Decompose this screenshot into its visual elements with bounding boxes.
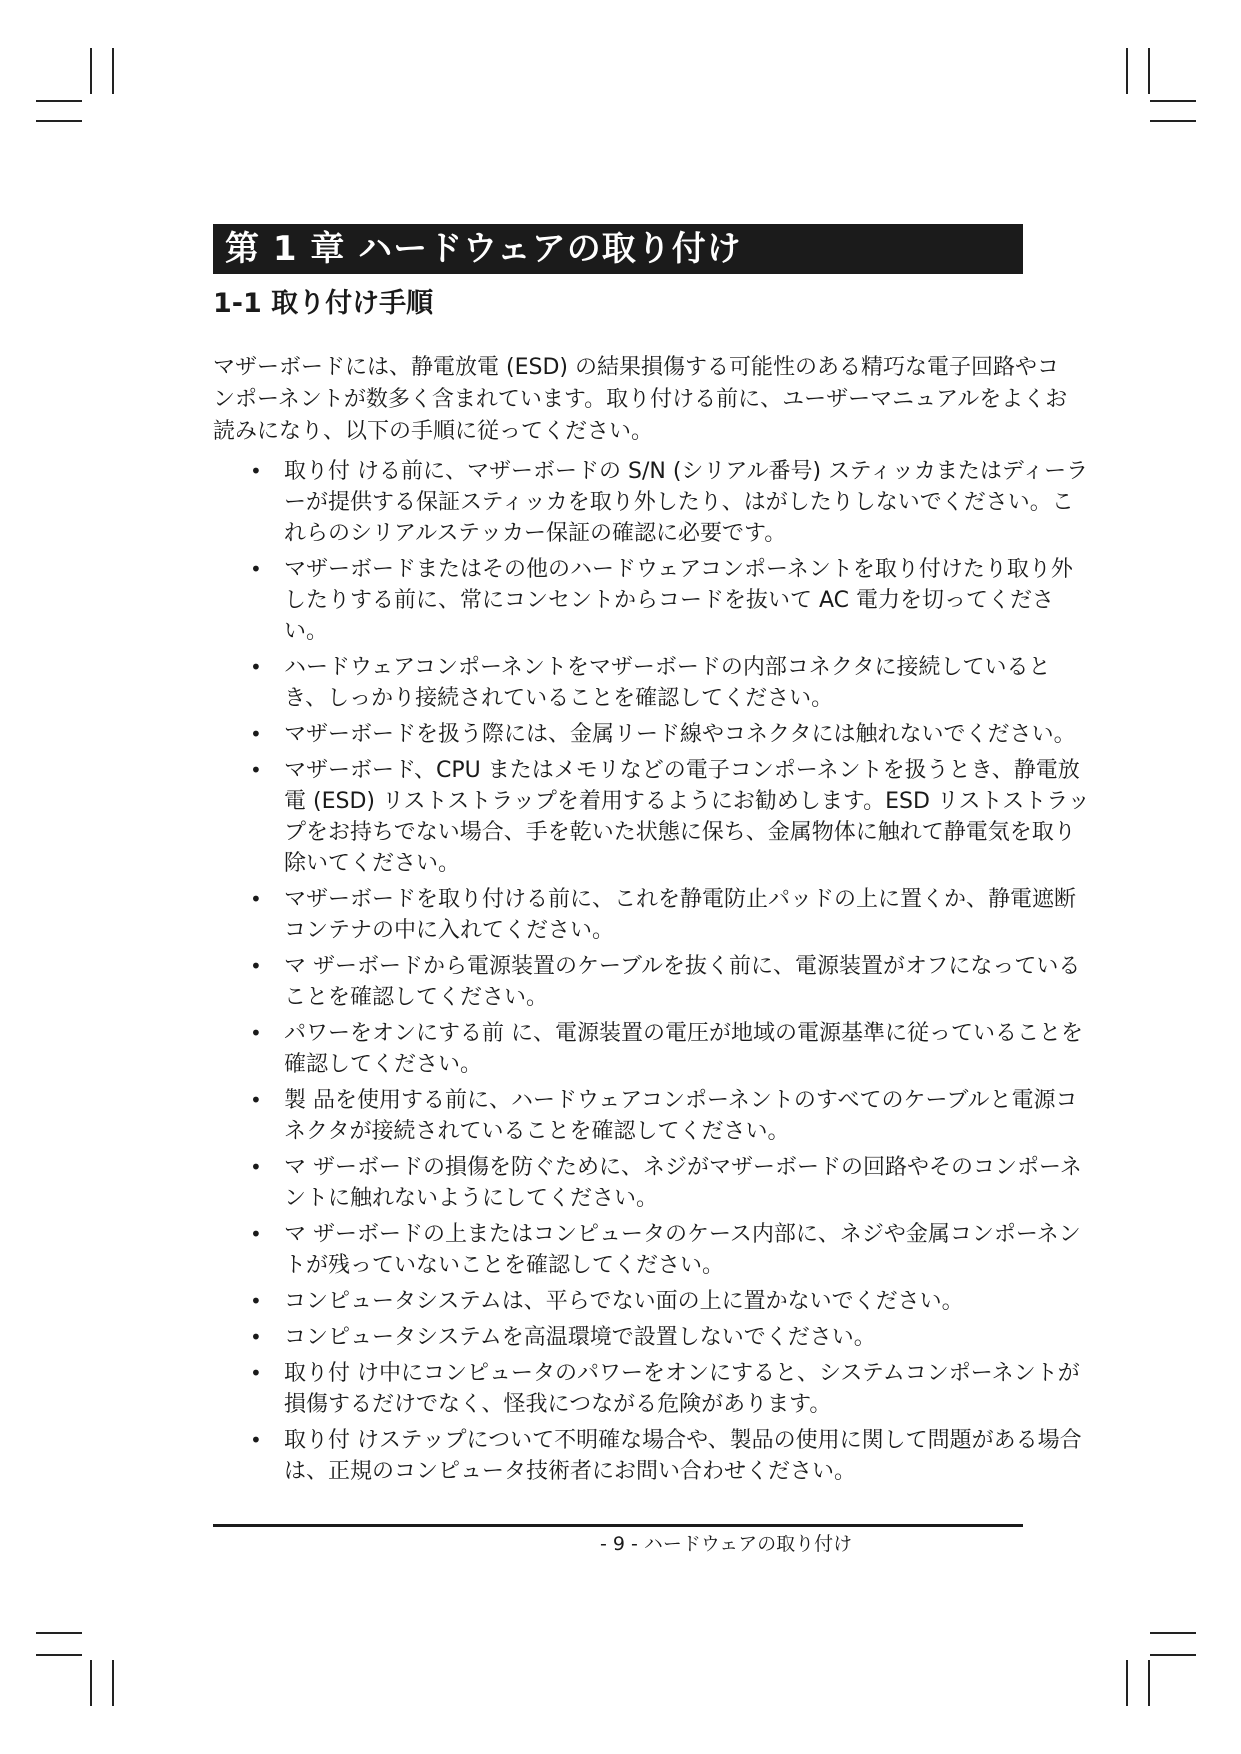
list-item-text: マ ザーボードから電源装置のケーブルを抜く前に、電源装置がオフになっていることを確認してください。 (284, 954, 1081, 1010)
crop-mark (1148, 48, 1150, 94)
list-item-text: 取り付 け中にコンピュータのパワーをオンにすると、システムコンポーネントが損傷するだけでなく、怪我につながる危険があります。 (284, 1361, 1080, 1417)
list-item-text: マザーボードまたはその他のハードウェアコンポーネントを取り付けたり取り外したりする前に、常にコンセントからコードを抜いて AC 電力を切ってください。 (284, 557, 1073, 644)
list-item (246, 1322, 1092, 1353)
list-item (246, 1018, 1092, 1080)
chapter-title: 第 1 章 ハードウェアの取り付け (213, 224, 1023, 274)
list-item (246, 652, 1092, 714)
list-item (246, 719, 1092, 750)
list-item-text: 取り付 ける前に、マザーボードの S/N (シリアル番号) スティッカまたはディーラーが提供する保証スティッカを取り外したり、はがしたりしないでください。これらのシリアルステッカー保証の確認に必要です。 (284, 459, 1089, 546)
precaution-list (246, 456, 1092, 1492)
list-item (246, 755, 1092, 879)
list-item-text: コンピュータシステムは、平らでない面の上に置かないでください。 (284, 1289, 964, 1314)
bullet-icon: • (250, 459, 262, 483)
bullet-icon: • (250, 1325, 262, 1349)
bullet-icon: • (250, 1155, 262, 1179)
bullet-icon: • (250, 954, 262, 978)
crop-mark (36, 1654, 82, 1656)
list-item-text: コンピュータシステムを高温環境で設置しないでください。 (284, 1325, 876, 1350)
bullet-icon: • (250, 1021, 262, 1045)
crop-mark (1126, 48, 1128, 94)
list-item-text: ハードウェアコンポーネントをマザーボードの内部コネクタに接続しているとき、しっかり接続されていることを確認してください。 (284, 655, 1051, 711)
intro-paragraph: マザーボードには、静電放電 (ESD) の結果損傷する可能性のある精巧な電子回路やコンポーネントが数多く含まれています。取り付ける前に、ユーザーマニュアルをよくお読みになり、以下の手順に従ってください。 (213, 355, 1068, 444)
list-item-text: マ ザーボードの上またはコンピュータのケース内部に、ネジや金属コンポーネントが残っていないことを確認してください。 (284, 1222, 1081, 1278)
bullet-icon: • (250, 758, 262, 782)
list-item (246, 1358, 1092, 1420)
bullet-icon: • (250, 1361, 262, 1385)
crop-mark (1150, 1654, 1196, 1656)
list-item-text: マザーボード、CPU またはメモリなどの電子コンポーネントを扱うとき、静電放電 (ESD) リストストラップを着用するようにお勧めします。ESD リストストラップをお持ちでない場合、手を乾いた状態に保ち、金属物体に触れて静電気を取り除いてください。 (284, 758, 1090, 876)
list-item-text: マザーボードを扱う際には、金属リード線やコネクタには触れないでください。 (284, 722, 1076, 747)
bullet-icon: • (250, 1428, 262, 1452)
crop-mark (1148, 1660, 1150, 1706)
list-item (246, 1152, 1092, 1214)
list-item-text: マザーボードを取り付ける前に、これを静電防止パッドの上に置くか、静電遮断コンテナの中に入れてください。 (284, 887, 1077, 943)
list-item (246, 1286, 1092, 1317)
footer-divider (213, 1524, 1023, 1527)
crop-mark (36, 100, 82, 102)
crop-mark (1126, 1660, 1128, 1706)
crop-mark (90, 48, 92, 94)
bullet-icon: • (250, 655, 262, 679)
list-item (246, 1219, 1092, 1281)
bullet-icon: • (250, 722, 262, 746)
list-item (246, 951, 1092, 1013)
list-item (246, 1085, 1092, 1147)
crop-mark (112, 1660, 114, 1706)
list-item (246, 554, 1092, 647)
bullet-icon: • (250, 1222, 262, 1246)
list-item (246, 456, 1092, 549)
list-item-text: マ ザーボードの損傷を防ぐために、ネジがマザーボードの回路やそのコンポーネントに触れないようにしてください。 (284, 1155, 1082, 1211)
list-item-text: パワーをオンにする前 に、電源装置の電圧が地域の電源基準に従っていることを確認してください。 (284, 1021, 1083, 1077)
crop-mark (112, 48, 114, 94)
section-title: 1-1 取り付け手順 (213, 288, 434, 319)
crop-mark (90, 1660, 92, 1706)
list-item (246, 1425, 1092, 1487)
crop-mark (36, 1632, 82, 1634)
page-footer: - 9 - ハードウェアの取り付け (600, 1533, 853, 1555)
list-item-text: 製 品を使用する前に、ハードウェアコンポーネントのすべてのケーブルと電源コネクタが接続されていることを確認してください。 (284, 1088, 1078, 1144)
bullet-icon: • (250, 557, 262, 581)
crop-mark (1150, 100, 1196, 102)
crop-mark (1150, 120, 1196, 122)
crop-mark (36, 120, 82, 122)
bullet-icon: • (250, 887, 262, 911)
bullet-icon: • (250, 1289, 262, 1313)
bullet-icon: • (250, 1088, 262, 1112)
crop-mark (1150, 1632, 1196, 1634)
list-item (246, 884, 1092, 946)
list-item-text: 取り付 けステップについて不明確な場合や、製品の使用に関して問題がある場合は、正規のコンピュータ技術者にお問い合わせください。 (284, 1428, 1082, 1484)
